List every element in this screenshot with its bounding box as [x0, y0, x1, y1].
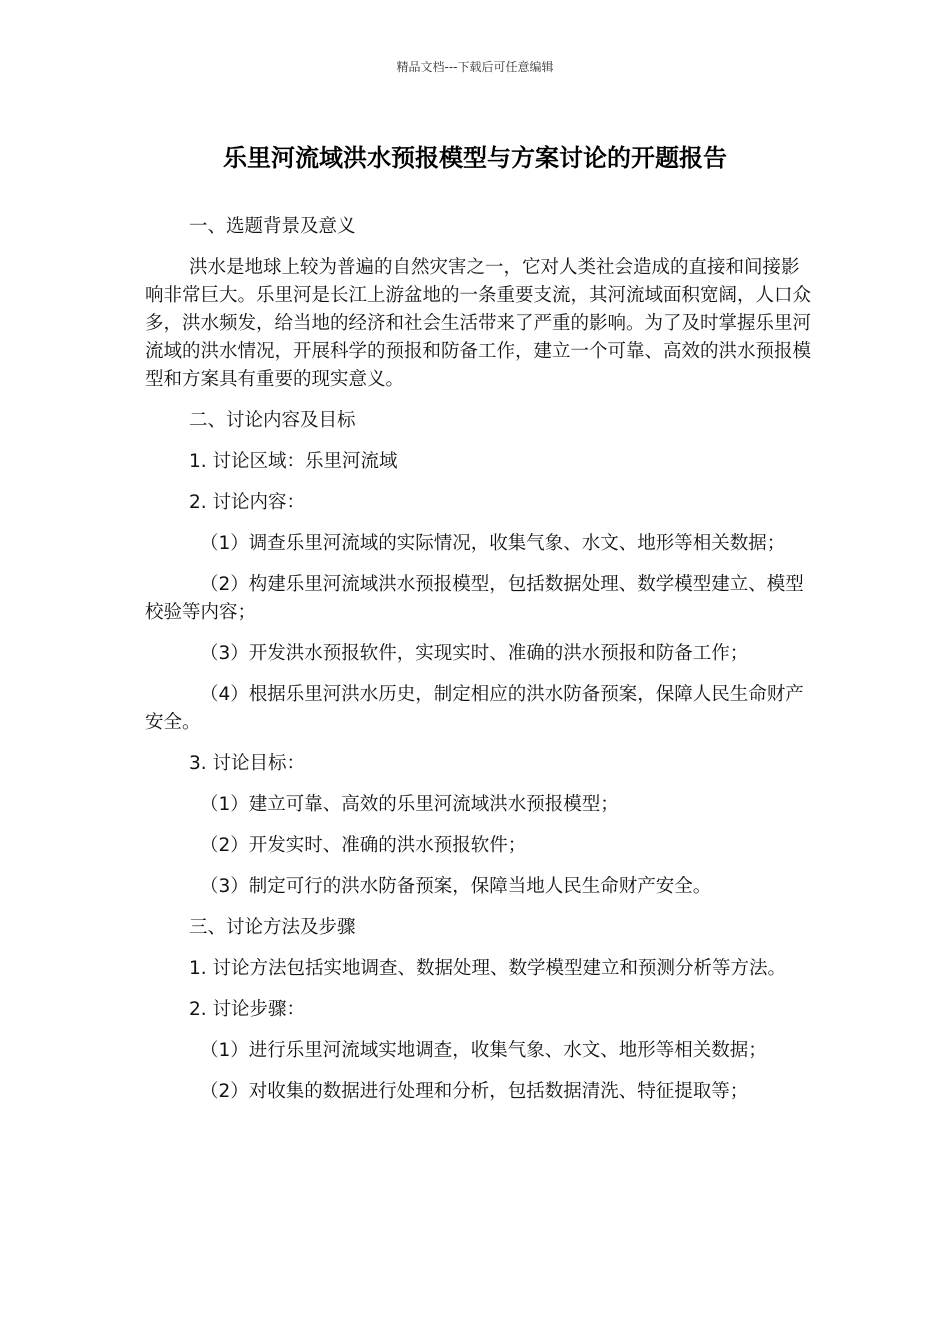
content-item-2: （2）构建乐里河流域洪水预报模型，包括数据处理、数学模型建立、模型校验等内容；	[145, 574, 804, 623]
steps-heading: 2. 讨论步骤：	[189, 999, 306, 1020]
background-paragraph: 洪水是地球上较为普遍的自然灾害之一，它对人类社会造成的直接和间接影响非常巨大。乐里河是长江上游盆地的一条重要支流，其河流域面积宽阔，人口众多，洪水频发，给当地的经济和社会生活带来了严重的影响。为了及时掌握乐里河流域的洪水情况，开展科学的预报和防备工作，建立一个可靠、高效的洪水预报模型和方案具有重要的现实意义。	[145, 257, 812, 390]
section-heading-1: 一、选题背景及意义	[189, 216, 356, 237]
content-item-3: （3）开发洪水预报软件，实现实时、准确的洪水预报和防备工作；	[200, 643, 749, 664]
research-goals-heading: 3. 讨论目标：	[189, 753, 306, 774]
section-heading-3: 三、讨论方法及步骤	[189, 917, 356, 938]
goal-item-2: （2）开发实时、准确的洪水预报软件；	[200, 835, 527, 856]
section-heading-2: 二、讨论内容及目标	[189, 410, 356, 431]
research-area-item: 1. 讨论区域：乐里河流域	[189, 451, 398, 472]
research-content-heading: 2. 讨论内容：	[189, 492, 306, 513]
goal-item-1: （1）建立可靠、高效的乐里河流域洪水预报模型；	[200, 794, 619, 815]
step-item-1: （1）进行乐里河流域实地调查，收集气象、水文、地形等相关数据；	[200, 1040, 767, 1061]
page-header: 精品文档---下载后可任意编辑	[396, 60, 554, 74]
document-body	[145, 213, 817, 1119]
goal-item-3: （3）制定可行的洪水防备预案，保障当地人民生命财产安全。	[200, 876, 712, 897]
document-title: 乐里河流域洪水预报模型与方案讨论的开题报告	[223, 144, 727, 172]
methods-item: 1. 讨论方法包括实地调查、数据处理、数学模型建立和预测分析等方法。	[189, 958, 787, 979]
step-item-2: （2）对收集的数据进行处理和分析，包括数据清洗、特征提取等；	[200, 1081, 749, 1102]
content-item-4: （4）根据乐里河洪水历史，制定相应的洪水防备预案，保障人民生命财产安全。	[145, 684, 804, 733]
content-item-1: （1）调查乐里河流域的实际情况，收集气象、水文、地形等相关数据；	[200, 533, 786, 554]
